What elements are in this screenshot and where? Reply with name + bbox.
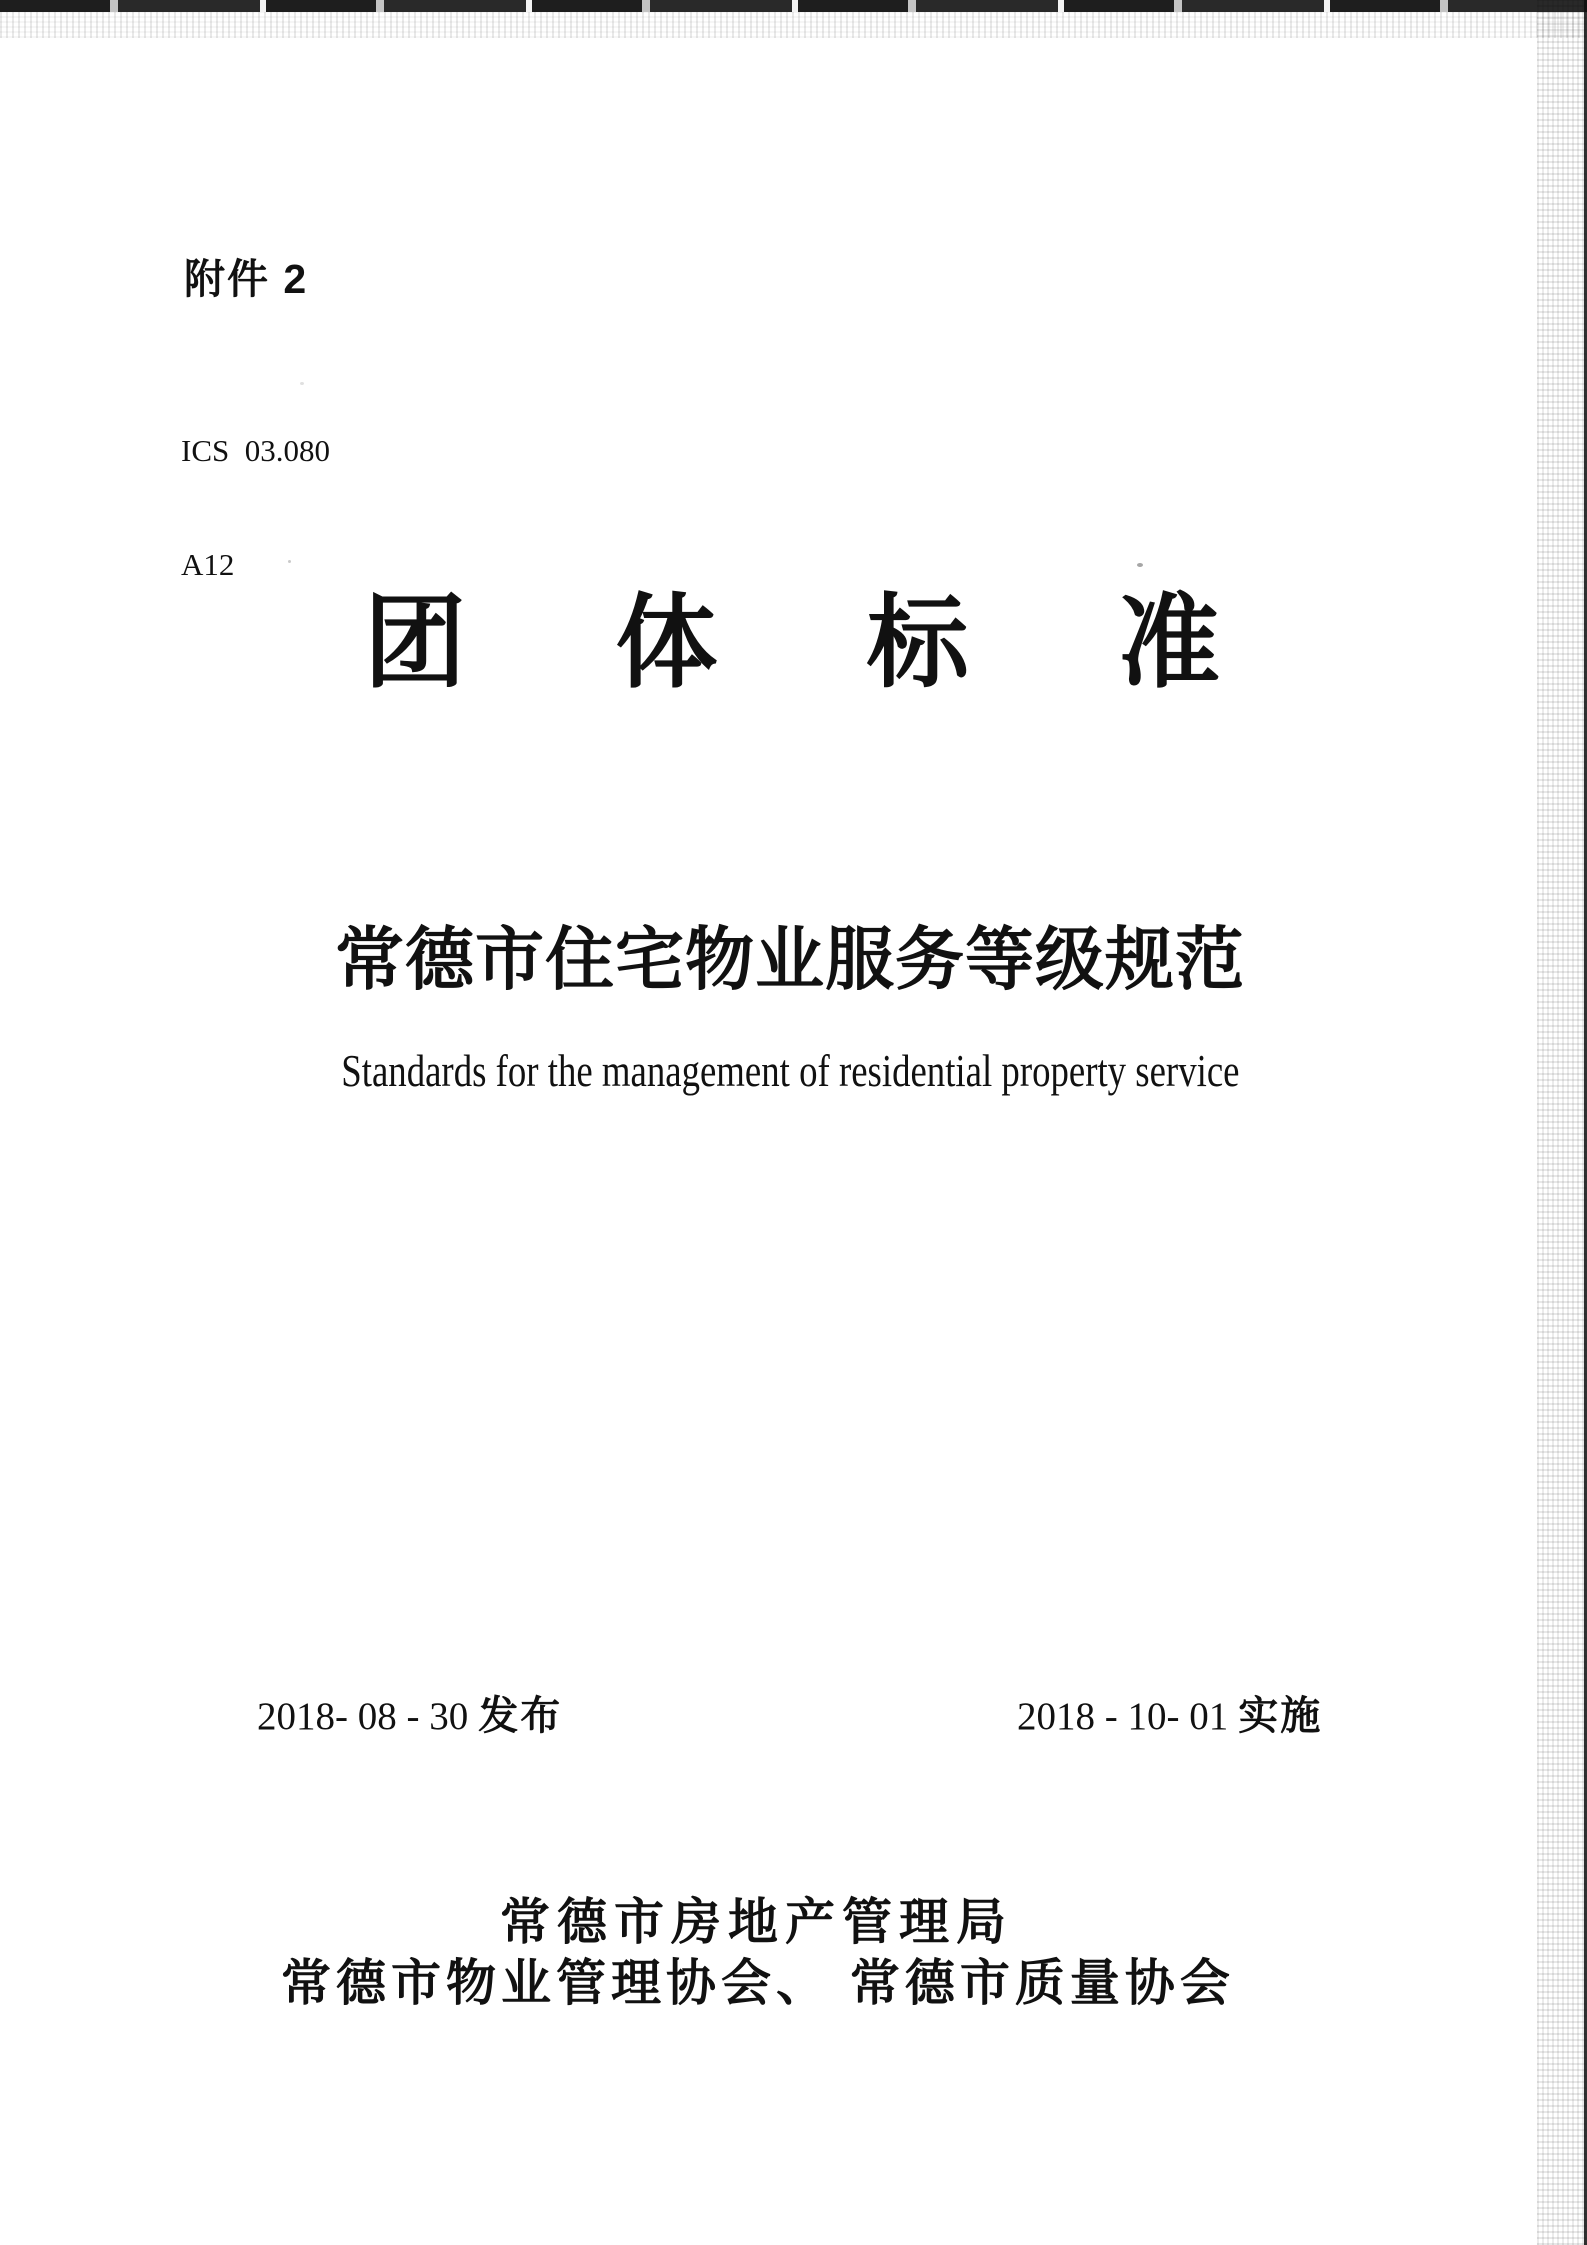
- scan-artifact-top-band: [0, 0, 1587, 12]
- standard-type-char: 准: [1117, 586, 1220, 700]
- issuing-org-secondary: 常德市物业管理协会、 常德市质量协会: [281, 1955, 1235, 2011]
- document-title-en-text: Standards for the management of residential property service: [340, 1045, 1240, 1096]
- issue-date-label: 发布: [478, 1694, 563, 1738]
- standard-type-char: 标: [866, 586, 969, 700]
- implementation-date-label: 实施: [1238, 1694, 1323, 1738]
- implementation-date-row: [1017, 1684, 1322, 1741]
- scan-speck: [1137, 563, 1143, 567]
- issue-date: 2018- 08 - 30: [257, 1695, 469, 1738]
- standard-type-title: [364, 586, 1220, 702]
- attachment-label: 附件 2: [184, 256, 309, 302]
- scan-artifact-top-noise: [0, 12, 1587, 38]
- ics-code-block: [181, 356, 330, 660]
- scan-artifact-right-band: [1537, 0, 1587, 2245]
- standard-type-char: 团: [364, 586, 466, 700]
- document-title-cn: 常德市住宅物业服务等级规范: [335, 921, 1245, 998]
- issuing-org-primary: 常德市房地产管理局: [500, 1894, 1013, 1950]
- ics-code: ICS 03.080: [181, 433, 330, 468]
- classification-code: A12: [181, 547, 235, 582]
- issue-date-row: [257, 1684, 562, 1741]
- document-title-en: [0, 1044, 1580, 1097]
- standard-type-char: 体: [615, 586, 718, 700]
- implementation-date: 2018 - 10- 01: [1017, 1695, 1229, 1738]
